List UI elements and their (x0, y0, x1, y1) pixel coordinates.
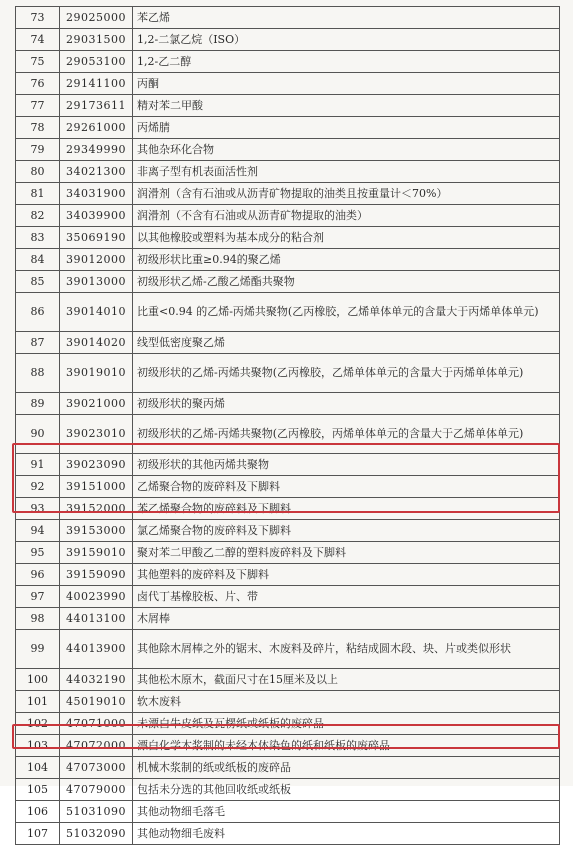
row-number: 87 (16, 332, 60, 354)
row-number: 88 (16, 354, 60, 393)
row-number: 80 (16, 161, 60, 183)
hs-code: 29141100 (60, 73, 133, 95)
table-row (16, 779, 560, 801)
row-number: 89 (16, 393, 60, 415)
table-row (16, 183, 560, 205)
product-description: 苯乙烯 (133, 7, 560, 29)
row-number: 90 (16, 415, 60, 454)
table-row (16, 823, 560, 845)
product-description: 机械木浆制的纸或纸板的废碎品 (133, 757, 560, 779)
row-number: 82 (16, 205, 60, 227)
product-description: 初级形状乙烯-乙酸乙烯酯共聚物 (133, 271, 560, 293)
hs-code: 45019010 (60, 691, 133, 713)
row-number: 78 (16, 117, 60, 139)
table-row (16, 51, 560, 73)
table-row (16, 498, 560, 520)
row-number: 98 (16, 608, 60, 630)
product-description: 初级形状的乙烯-丙烯共聚物(乙丙橡胶，乙烯单体单元的含量大于丙烯单体单元) (133, 354, 560, 393)
row-number: 96 (16, 564, 60, 586)
row-number: 79 (16, 139, 60, 161)
hs-code: 34039900 (60, 205, 133, 227)
product-description: 丙酮 (133, 73, 560, 95)
row-number: 102 (16, 713, 60, 735)
table-row (16, 354, 560, 393)
hs-code: 29349990 (60, 139, 133, 161)
hs-code: 47073000 (60, 757, 133, 779)
table-row (16, 586, 560, 608)
table-row (16, 161, 560, 183)
product-description: 其他动物细毛落毛 (133, 801, 560, 823)
product-description: 未漂白牛皮纸及瓦楞纸或纸板的废碎品 (133, 713, 560, 735)
row-number: 99 (16, 630, 60, 669)
table-row (16, 691, 560, 713)
table-row (16, 801, 560, 823)
table-row (16, 7, 560, 29)
hs-code: 39023090 (60, 454, 133, 476)
product-description: 其他动物细毛废料 (133, 823, 560, 845)
product-description: 1,2-乙二醇 (133, 51, 560, 73)
table-row (16, 542, 560, 564)
table-row (16, 630, 560, 669)
hs-code: 47071000 (60, 713, 133, 735)
row-number: 100 (16, 669, 60, 691)
hs-code: 39019010 (60, 354, 133, 393)
table-row (16, 669, 560, 691)
table-row (16, 117, 560, 139)
row-number: 92 (16, 476, 60, 498)
hs-code: 39159010 (60, 542, 133, 564)
row-number: 91 (16, 454, 60, 476)
hs-code: 39014020 (60, 332, 133, 354)
hs-code: 47072000 (60, 735, 133, 757)
product-description: 其他杂环化合物 (133, 139, 560, 161)
product-description: 以其他橡胶或塑料为基本成分的粘合剂 (133, 227, 560, 249)
row-number: 106 (16, 801, 60, 823)
product-description: 润滑剂（含有石油或从沥青矿物提取的油类且按重量计＜70%） (133, 183, 560, 205)
product-description: 丙烯腈 (133, 117, 560, 139)
product-description: 软木废料 (133, 691, 560, 713)
product-description: 其他除木屑棒之外的锯末、木废料及碎片，粘结成圆木段、块、片或类似形状 (133, 630, 560, 669)
product-description: 木屑棒 (133, 608, 560, 630)
table-row (16, 608, 560, 630)
row-number: 104 (16, 757, 60, 779)
row-number: 93 (16, 498, 60, 520)
product-description: 其他塑料的废碎料及下脚料 (133, 564, 560, 586)
product-description: 初级形状比重≥0.94的聚乙烯 (133, 249, 560, 271)
product-description: 1,2-二氯乙烷（ISO） (133, 29, 560, 51)
table-row (16, 415, 560, 454)
product-description: 其他松木原木，截面尺寸在15厘米及以上 (133, 669, 560, 691)
hs-code: 39014010 (60, 293, 133, 332)
hs-code: 44032190 (60, 669, 133, 691)
row-number: 94 (16, 520, 60, 542)
row-number: 105 (16, 779, 60, 801)
product-description: 氯乙烯聚合物的废碎料及下脚料 (133, 520, 560, 542)
table-row (16, 520, 560, 542)
row-number: 84 (16, 249, 60, 271)
product-description: 苯乙烯聚合物的废碎料及下脚料 (133, 498, 560, 520)
row-number: 77 (16, 95, 60, 117)
hs-code: 51031090 (60, 801, 133, 823)
hs-code: 35069190 (60, 227, 133, 249)
hs-code: 40023990 (60, 586, 133, 608)
hs-code: 29053100 (60, 51, 133, 73)
table-row (16, 271, 560, 293)
hs-code: 44013100 (60, 608, 133, 630)
product-description: 漂白化学木浆制的未经本体染色的纸和纸板的废碎品 (133, 735, 560, 757)
product-description: 非离子型有机表面活性剂 (133, 161, 560, 183)
table-row (16, 393, 560, 415)
product-description: 包括未分选的其他回收纸或纸板 (133, 779, 560, 801)
row-number: 97 (16, 586, 60, 608)
row-number: 86 (16, 293, 60, 332)
product-description: 精对苯二甲酸 (133, 95, 560, 117)
row-number: 73 (16, 7, 60, 29)
product-description: 初级形状的乙烯-丙烯共聚物(乙丙橡胶，丙烯单体单元的含量大于乙烯单体单元) (133, 415, 560, 454)
hs-code: 34021300 (60, 161, 133, 183)
hs-code: 51032090 (60, 823, 133, 845)
hs-code: 39151000 (60, 476, 133, 498)
row-number: 83 (16, 227, 60, 249)
table-row (16, 713, 560, 735)
hs-code: 29025000 (60, 7, 133, 29)
row-number: 95 (16, 542, 60, 564)
table-row (16, 735, 560, 757)
hs-code: 34031900 (60, 183, 133, 205)
row-number: 75 (16, 51, 60, 73)
hs-code: 47079000 (60, 779, 133, 801)
row-number: 85 (16, 271, 60, 293)
row-number: 103 (16, 735, 60, 757)
table-row (16, 95, 560, 117)
row-number: 107 (16, 823, 60, 845)
hs-code: 44013900 (60, 630, 133, 669)
product-description: 初级形状的其他丙烯共聚物 (133, 454, 560, 476)
table-row (16, 73, 560, 95)
row-number: 76 (16, 73, 60, 95)
table-row (16, 249, 560, 271)
table-row (16, 454, 560, 476)
hs-code: 39013000 (60, 271, 133, 293)
hs-code: 39021000 (60, 393, 133, 415)
table-row (16, 293, 560, 332)
product-description: 卤代丁基橡胶板、片、带 (133, 586, 560, 608)
table-row (16, 476, 560, 498)
product-description: 乙烯聚合物的废碎料及下脚料 (133, 476, 560, 498)
product-description: 线型低密度聚乙烯 (133, 332, 560, 354)
product-description: 初级形状的聚丙烯 (133, 393, 560, 415)
hs-code: 39012000 (60, 249, 133, 271)
row-number: 81 (16, 183, 60, 205)
table-row (16, 227, 560, 249)
hs-code: 39152000 (60, 498, 133, 520)
product-description: 聚对苯二甲酸乙二醇的塑料废碎料及下脚料 (133, 542, 560, 564)
table-row (16, 564, 560, 586)
table-row (16, 757, 560, 779)
table-row (16, 205, 560, 227)
table-row (16, 29, 560, 51)
hs-code: 29173611 (60, 95, 133, 117)
hs-code: 29261000 (60, 117, 133, 139)
product-description: 比重<0.94 的乙烯-丙烯共聚物(乙丙橡胶，乙烯单体单元的含量大于丙烯单体单元) (133, 293, 560, 332)
hs-code: 39153000 (60, 520, 133, 542)
table-row (16, 139, 560, 161)
tariff-code-table (15, 6, 560, 845)
hs-code: 39023010 (60, 415, 133, 454)
hs-code: 39159090 (60, 564, 133, 586)
row-number: 74 (16, 29, 60, 51)
row-number: 101 (16, 691, 60, 713)
hs-code: 29031500 (60, 29, 133, 51)
table-row (16, 332, 560, 354)
product-description: 润滑剂（不含有石油或从沥青矿物提取的油类） (133, 205, 560, 227)
